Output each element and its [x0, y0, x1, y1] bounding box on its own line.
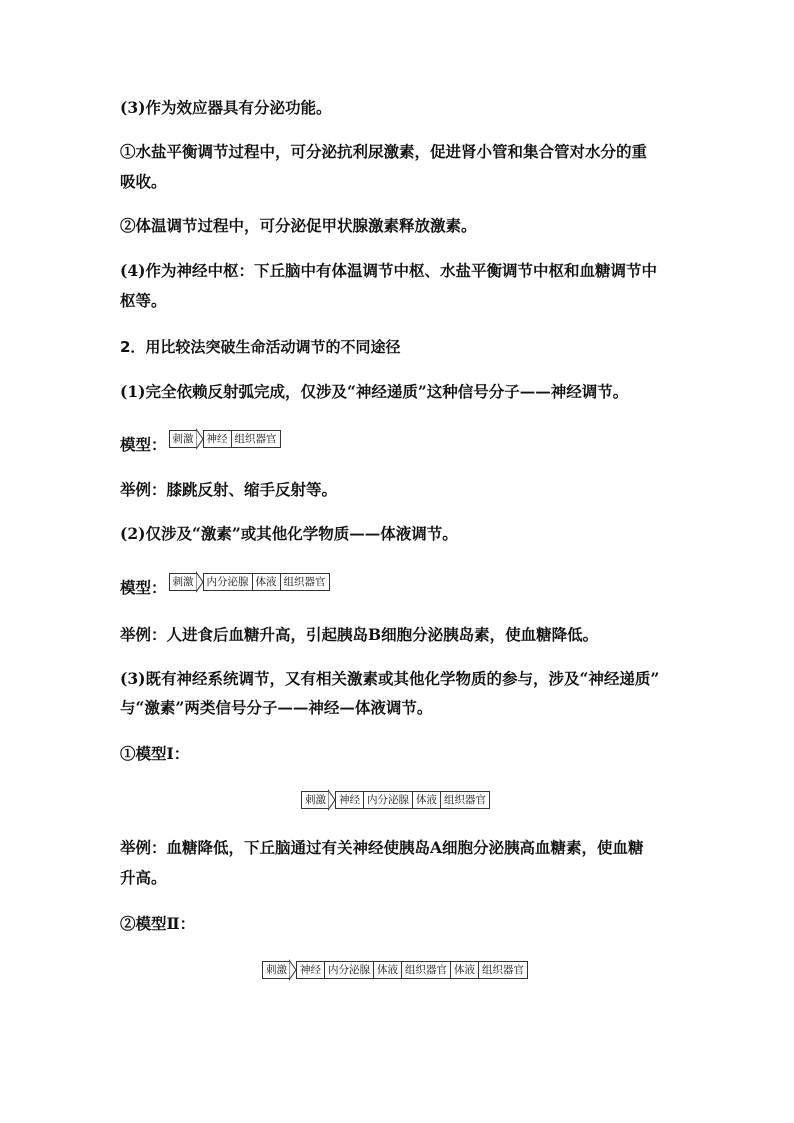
flow-box: 内分泌腺 — [363, 791, 413, 809]
model-row-2 — [120, 570, 330, 597]
flow-box: 组织器官 — [478, 961, 528, 979]
text-line: ①水盐平衡调节过程中，可分泌抗利尿激素，促进肾小管和集合管对水分的重 — [120, 142, 648, 161]
flow-box: 体液 — [252, 573, 281, 591]
flow-box: 内分泌腺 — [324, 961, 374, 979]
flow-box: 组织器官 — [280, 573, 330, 591]
stimulus-arrow: 刺激 — [262, 961, 297, 979]
flow-diagram-4 — [262, 960, 528, 980]
flow-box: 神经 — [203, 430, 232, 448]
flow-box: 体液 — [373, 961, 402, 979]
text-line: 举例：人进食后血糖升高，引起胰岛B细胞分泌胰岛素，使血糖降低。 — [120, 625, 599, 644]
stimulus-arrow: 刺激 — [169, 573, 204, 591]
text-line: 举例：血糖降低，下丘脑通过有关神经使胰岛A细胞分泌胰高血糖素，使血糖 — [120, 838, 644, 857]
text-line: ①模型Ⅰ： — [120, 744, 190, 763]
text-line: (3)作为效应器具有分泌功能。 — [120, 98, 332, 117]
flow-diagram-1 — [169, 429, 281, 449]
flow-box: 体液 — [450, 961, 479, 979]
text-line: 升高。 — [120, 868, 167, 887]
flow-box: 组织器官 — [231, 430, 281, 448]
text-line: (3)既有神经系统调节，又有相关激素或其他化学物质的参与，涉及“神经递质” — [120, 669, 660, 688]
text-line: ②模型Ⅱ： — [120, 914, 196, 933]
text-line: 吸收。 — [120, 172, 167, 191]
model-row-1 — [120, 427, 281, 454]
flow-box: 组织器官 — [440, 791, 490, 809]
flow-diagram-2 — [169, 572, 330, 592]
text-line: 与“激素”两类信号分子——神经—体液调节。 — [120, 698, 433, 717]
stimulus-arrow: 刺激 — [301, 791, 336, 809]
model-label: 模型： — [120, 435, 167, 454]
model-label: 模型： — [120, 578, 167, 597]
flow-box: 体液 — [412, 791, 441, 809]
text-line: (4)作为神经中枢：下丘脑中有体温调节中枢、水盐平衡调节中枢和血糖调节中 — [120, 261, 657, 280]
text-line: 枢等。 — [120, 291, 167, 310]
text-line: (1)完全依赖反射弧完成，仅涉及“神经递质”这种信号分子——神经调节。 — [120, 382, 629, 401]
section-heading: 2．用比较法突破生命活动调节的不同途径 — [120, 338, 401, 356]
flow-box: 内分泌腺 — [203, 573, 253, 591]
flow-box: 神经 — [335, 791, 364, 809]
stimulus-arrow: 刺激 — [169, 430, 204, 448]
text-line: (2)仅涉及“激素”或其他化学物质——体液调节。 — [120, 524, 458, 543]
flow-diagram-3 — [301, 790, 490, 810]
flow-box: 组织器官 — [401, 961, 451, 979]
flow-box: 神经 — [296, 961, 325, 979]
text-line: 举例：膝跳反射、缩手反射等。 — [120, 480, 338, 499]
text-line: ②体温调节过程中，可分泌促甲状腺激素释放激素。 — [120, 216, 477, 235]
